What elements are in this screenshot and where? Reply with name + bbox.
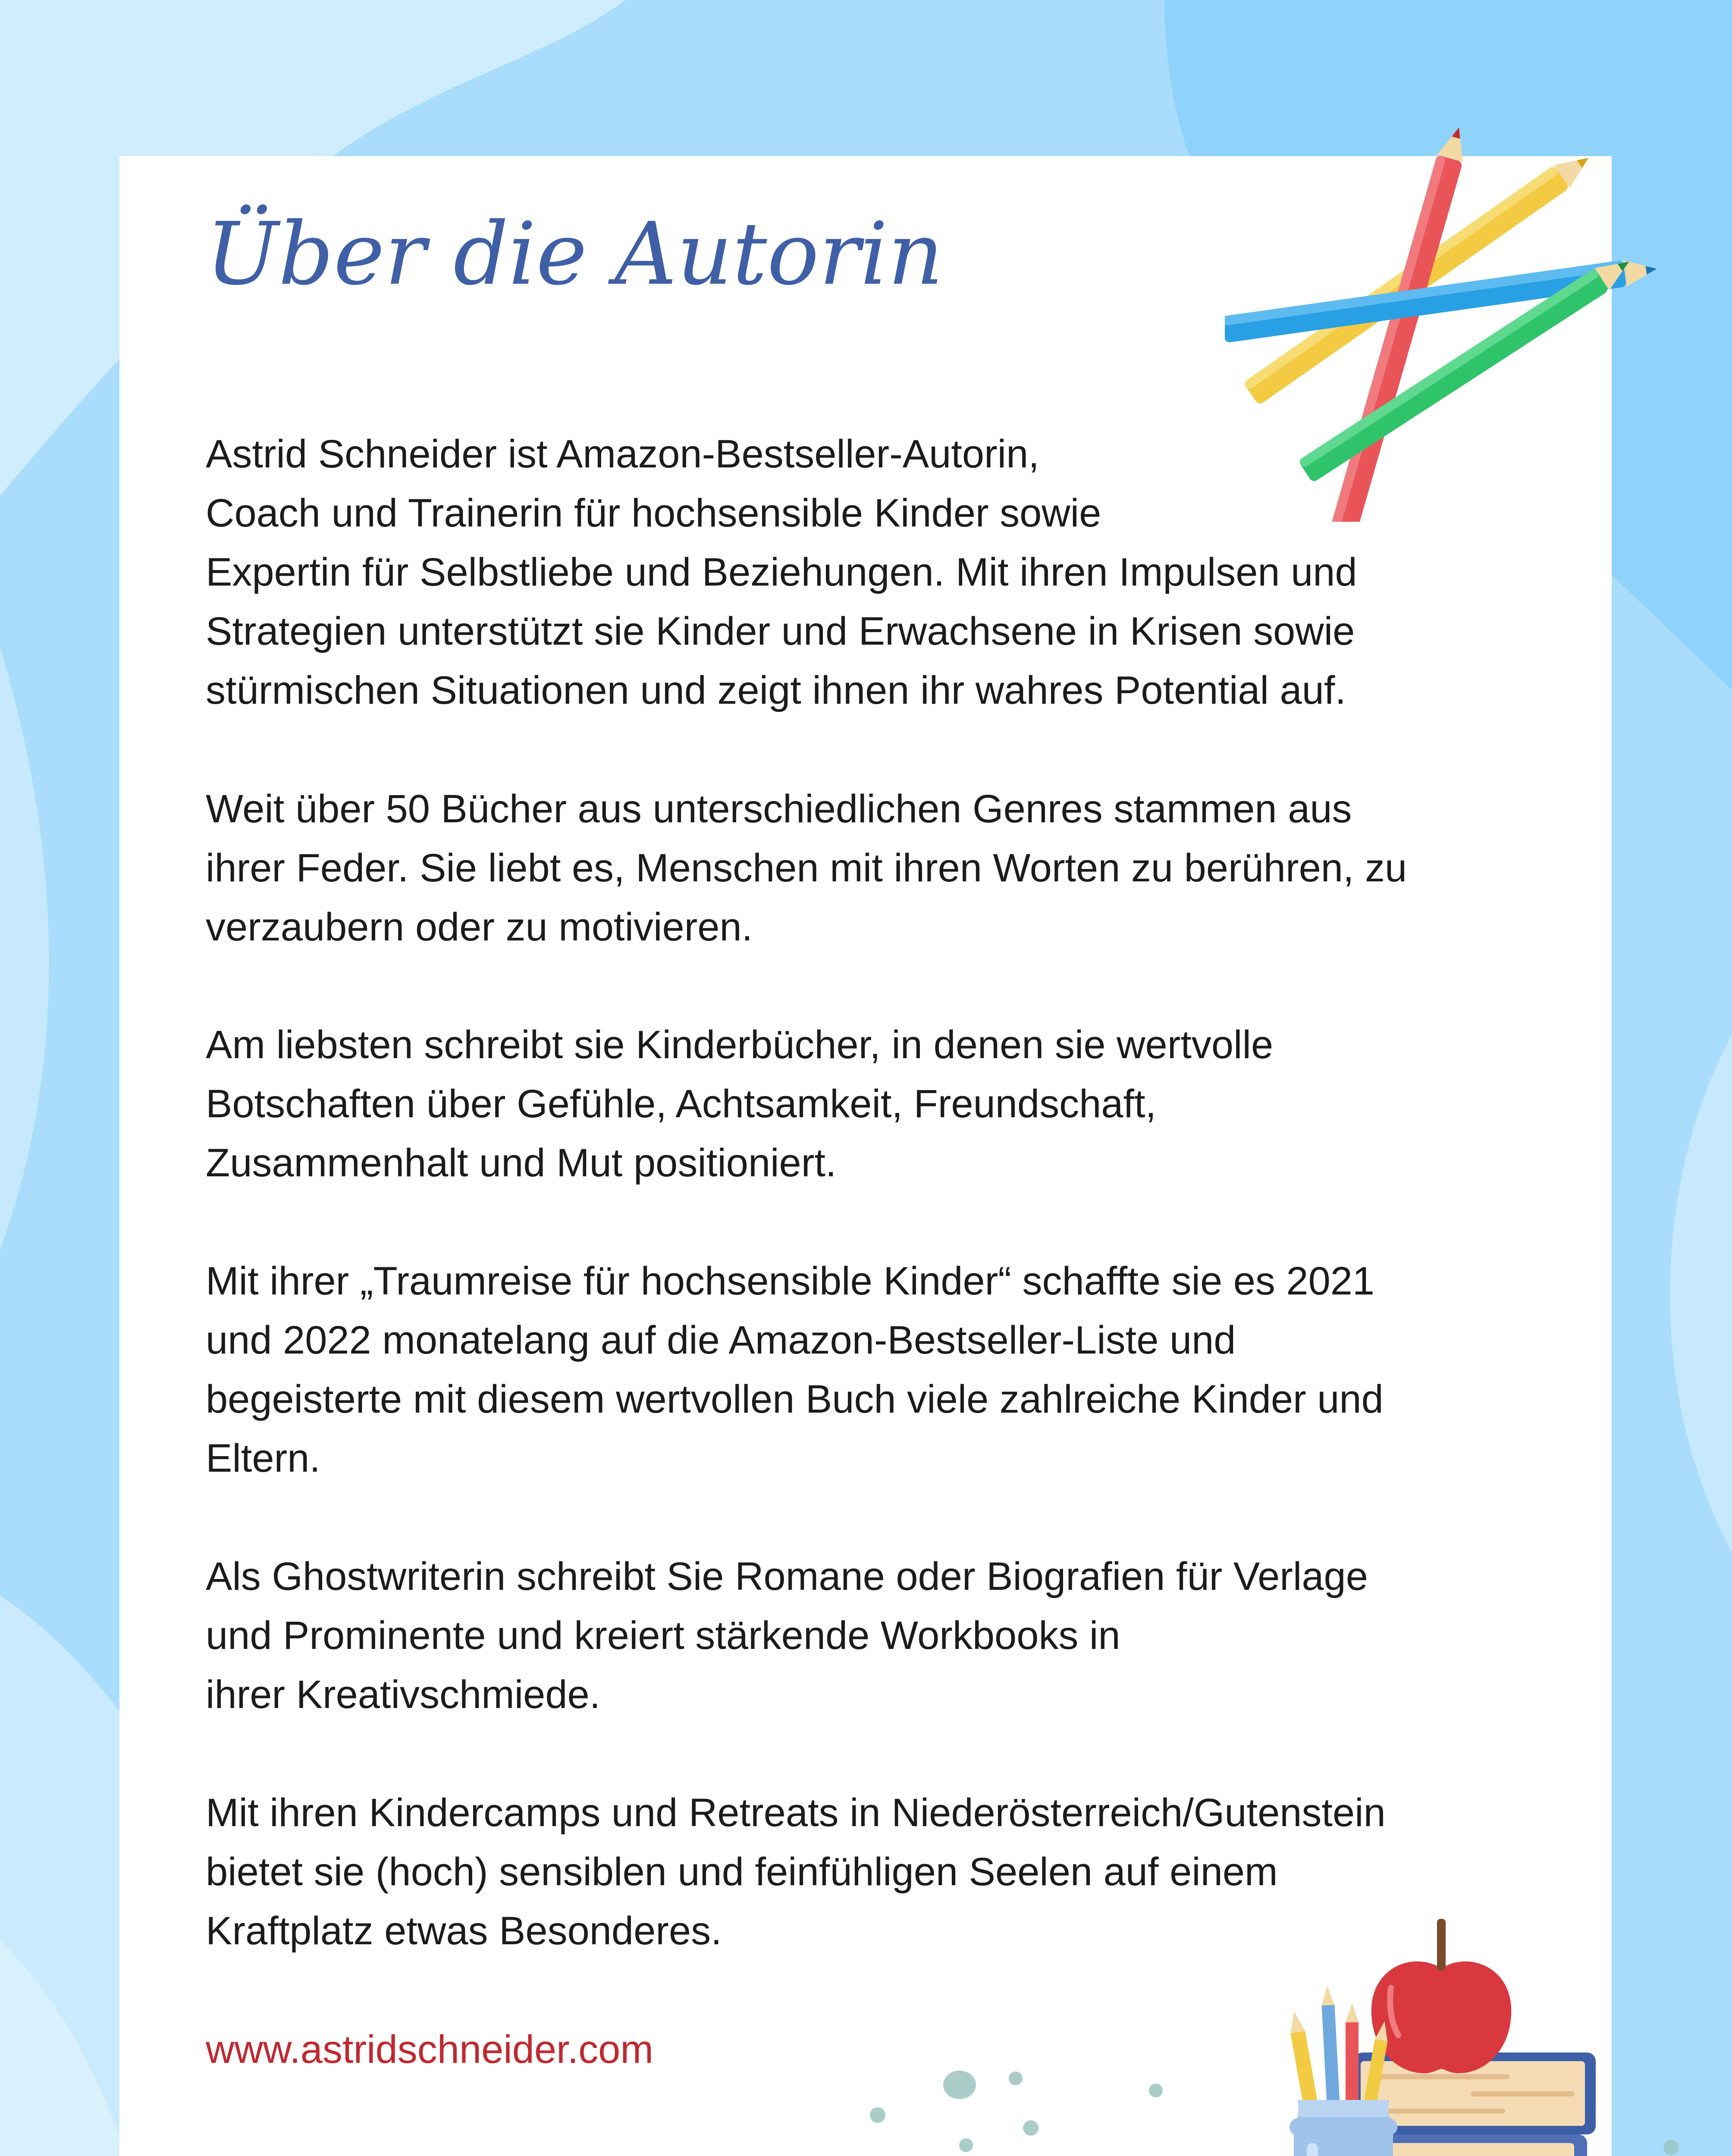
paragraph-line: Am liebsten schreibt sie Kinderbücher, in denen sie wertvolle	[206, 1023, 1274, 1067]
paragraph-books	[206, 780, 1407, 957]
paragraph-line: ihrer Kreativschmiede.	[206, 1673, 601, 1717]
paragraph-line: Mit ihrer „Traumreise für hochsensible Kinder“ schaffte sie es 2021	[206, 1259, 1375, 1303]
paragraph-line: Eltern.	[206, 1436, 320, 1480]
books-illustration	[1285, 1910, 1639, 2156]
paragraph-line: Weit über 50 Bücher aus unterschiedlichen Genres stammen aus	[206, 787, 1352, 831]
paragraph-line: Kraftplatz etwas Besonderes.	[206, 1909, 722, 1953]
paragraph-line: Strategien unterstützt sie Kinder und Erwachsene in Krisen sowie	[206, 609, 1355, 653]
page-title: Über die Autorin	[206, 204, 944, 304]
paragraph-line: stürmischen Situationen und zeigt ihnen ihr wahres Potential auf.	[206, 668, 1346, 712]
pencils-illustration	[1225, 99, 1691, 522]
paragraph-childrens-books	[206, 1015, 1273, 1193]
paragraph-line: und 2022 monatelang auf die Amazon-Bestseller-Liste und	[206, 1318, 1236, 1362]
paragraph-bestseller	[206, 1252, 1384, 1488]
paragraph-line: Mit ihren Kindercamps und Retreats in Niederösterreich/Gutenstein	[206, 1791, 1386, 1835]
paragraph-line: Astrid Schneider ist Amazon-Bestseller-Autorin,	[206, 432, 1039, 476]
website-link[interactable]: www.astridschneider.com	[206, 2028, 653, 2071]
paragraph-camps	[206, 1783, 1386, 1961]
paragraph-line: Botschaften über Gefühle, Achtsamkeit, Freundschaft,	[206, 1082, 1157, 1126]
paragraph-line: bietet sie (hoch) sensiblen und feinfühligen Seelen auf einem	[206, 1850, 1278, 1894]
paragraph-line: Coach und Trainerin für hochsensible Kinder sowie	[206, 491, 1101, 535]
paragraph-ghostwriting	[206, 1547, 1368, 1724]
paragraph-line: und Prominente und kreiert stärkende Workbooks in	[206, 1614, 1120, 1658]
paragraph-line: Zusammenhalt und Mut positioniert.	[206, 1141, 837, 1185]
paragraph-line: Expertin für Selbstliebe und Beziehungen. Mit ihren Impulsen und	[206, 550, 1357, 594]
paragraph-line: verzaubern oder zu motivieren.	[206, 905, 753, 949]
paragraph-line: begeisterte mit diesem wertvollen Buch viele zahlreiche Kinder und	[206, 1377, 1384, 1421]
paragraph-line: ihrer Feder. Sie liebt es, Menschen mit ihren Worten zu berühren, zu	[206, 846, 1407, 890]
paragraph-line: Als Ghostwriterin schreibt Sie Romane oder Biografien für Verlage	[206, 1554, 1368, 1598]
apple-icon	[1371, 1919, 1511, 2073]
paragraph-intro	[206, 425, 1357, 720]
